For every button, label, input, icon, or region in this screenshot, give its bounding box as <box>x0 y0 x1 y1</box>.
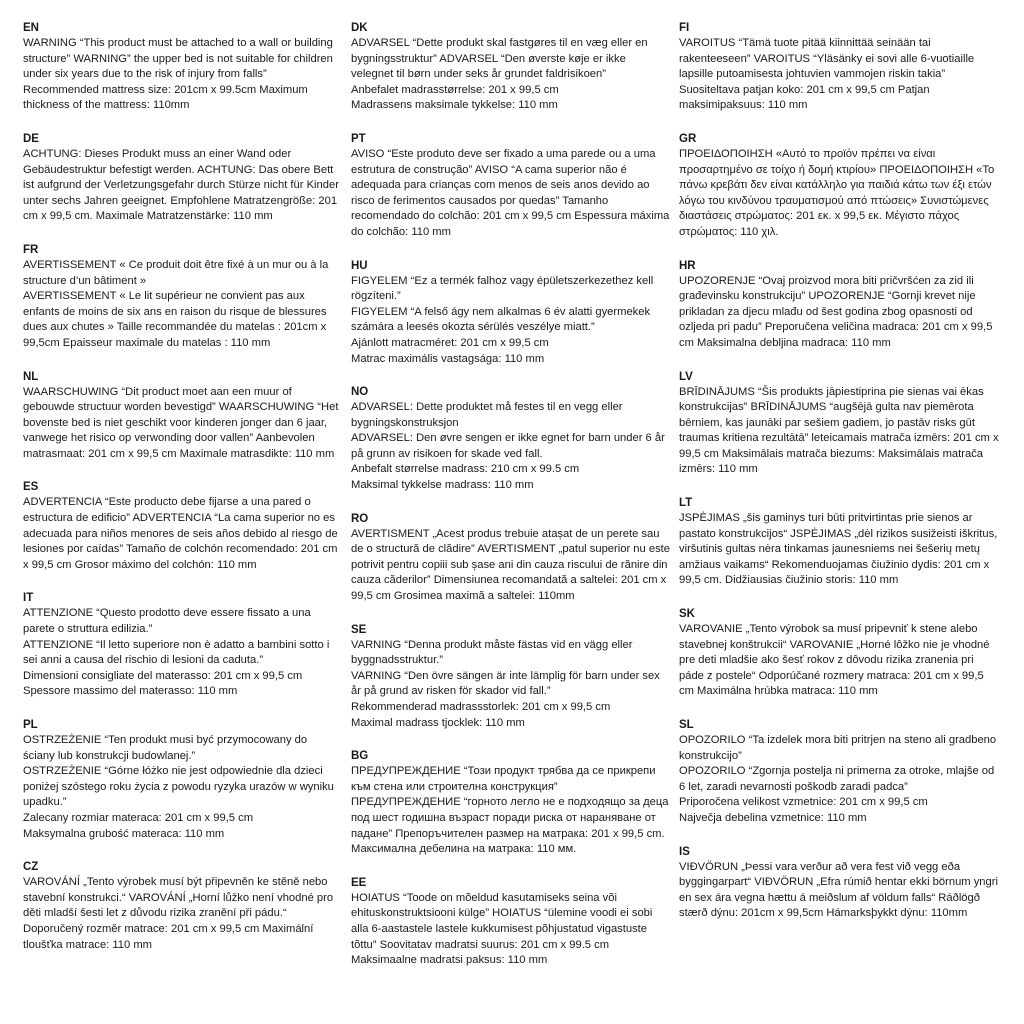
warning-text <box>351 36 671 114</box>
warning-line: ATTENZIONE “Questo prodotto deve essere fissato a una parete o struttura edilizia.” <box>23 607 311 636</box>
column-1 <box>23 20 341 970</box>
warning-line: ADVARSEL “Dette produkt skal fastgøres til en væg eller en bygningsstruktur” ADVARSEL “Den øverste køje er ikke velegnet til børn under seks år grundet faldrisikoen” <box>351 37 648 81</box>
language-code: IS <box>679 845 690 858</box>
language-code: DE <box>23 132 39 145</box>
warning-line: AVERTISSEMENT « Ce produit doit être fixé à un mur ou à la structure d’un bâtiment » <box>23 258 329 287</box>
warning-line: Maximal madrass tjocklek: 110 mm <box>351 716 525 729</box>
warning-line: Rekommenderad madrassstorlek: 201 cm x 99,5 cm <box>351 701 611 713</box>
language-section <box>23 369 341 463</box>
warning-text <box>679 860 999 922</box>
warning-line: OPOZORILO “Ta izdelek mora biti pritrjen na steno ali gradbeno konstrukcijo” <box>679 734 997 762</box>
warning-text <box>679 385 999 479</box>
column-2 <box>351 20 671 986</box>
warning-line: Največja debelina vzmetnice: 110 mm <box>679 811 867 824</box>
language-section <box>679 258 999 352</box>
language-code: LV <box>679 370 693 383</box>
language-section <box>679 844 999 922</box>
language-code: SL <box>679 719 694 731</box>
warning-line: ADVERTENCIA “Este producto debe fijarse a una pared o estructura de edificio” ADVERTENCIA “La cama superior no es adecuada para niños menores de seis años debido al riesgo de lesiones por caídas” Tamaño de colchón recomendado: 201 cm x 99,5 cm Grosor máximo del colchón: 110 mm <box>23 496 338 571</box>
warning-line: Ajánlott matracméret: 201 cm x 99,5 cm <box>351 336 549 349</box>
warning-text <box>23 733 341 842</box>
language-code: SK <box>679 608 695 621</box>
warning-line: BRĪDINĀJUMS “Šis produkts jāpiestiprina pie sienas vai ēkas konstrukcijas” BRĪDINĀJUMS “augšējā gulta nav piemērota bērniem, kas jaunāki par sešiem gadiem, jo pastāv risks gūt traumas kritiena rezultātā” leteicamais matrača izmērs: 201 cm x 99,5 cm Maksimālais matrača biezums: Maksimālais matrača izmērs: 110 mm <box>679 385 999 476</box>
language-code: HR <box>679 259 696 272</box>
warning-text <box>351 147 671 241</box>
language-code: PL <box>23 719 38 731</box>
warning-line: Dimensioni consigliate del materasso: 201 cm x 99,5 cm <box>23 669 303 682</box>
language-code: FI <box>679 22 690 34</box>
warning-line: WARNING “This product must be attached to a wall or building structure” WARNING” the upper bed is not suitable for children under six years due to the risk of injury from falls” Recommended mattress size: 201cm x 99.5cm Maximum thickness of the mattress: 110mm <box>23 37 333 112</box>
warning-text <box>679 622 999 700</box>
language-code: CZ <box>23 861 39 874</box>
warning-line: ΠΡΟΕΙΔΟΠΟΙΗΣΗ «Αυτό το προϊόν πρέπει να είναι προσαρτημένο σε τοίχο ή δομή κτιρίου» ΠΡΟΕΙΔΟΠΟΙΗΣΗ «Το πάνω κρεβάτι δεν είναι κατάλληλο για παιδιά κάτω των έξι ετών λόγω του κινδύνου τραυματισμού από πτώσεις» Συνιστώμενες διαστάσεις στρώματος: 201 εκ. x 99,5 εκ. Μέγιστο πάχος στρώματος: 110 χιλ. <box>679 147 995 238</box>
warning-line: OPOZORILO “Zgornja postelja ni primerna za otroke, mlajše od 6 let, zaradi nevarnosti poškodb zaradi padca” <box>679 765 995 793</box>
language-code: BG <box>351 750 369 763</box>
language-section <box>23 242 341 352</box>
warning-line: VAROVÁNÍ „Tento výrobek musí být připevněn ke stěně nebo stavební konstrukci.“ VAROVÁNÍ „Horní lůžko není vhodné pro děti mladší šesti let z důvodu rizika zranění při pádu.“ Doporučený rozměr matrace: 201 cm x 99,5 cm Maximální tloušťka matrace: 110 mm <box>23 876 334 951</box>
language-code: RO <box>351 512 369 525</box>
language-code: DK <box>351 22 368 34</box>
warning-line: ATTENZIONE “Il letto superiore non è adatto a bambini sotto i sei anni a causa del rischio di lesioni da caduta.” <box>23 638 330 667</box>
warning-line: Maksimal tykkelse madrass: 110 mm <box>351 479 534 492</box>
warning-line: Anbefalet madrasstørrelse: 201 x 99,5 cm <box>351 83 559 96</box>
language-code: NO <box>351 386 369 399</box>
warning-text <box>351 527 671 605</box>
column-3 <box>679 20 999 939</box>
language-section <box>351 131 671 241</box>
warning-text <box>351 400 671 494</box>
language-code: SE <box>351 623 367 636</box>
warning-text <box>679 147 999 241</box>
warning-text <box>23 875 341 953</box>
language-section <box>351 20 671 114</box>
language-section <box>351 258 671 368</box>
warning-line: AVERTISMENT „Acest produs trebuie atașat de un perete sau de o structură de clădire” AVERTISMENT „patul superior nu este potrivit pentru copiii sub șase ani din cauza riscului de rănire din cauza căderilor” Dimensiunea recomandată a saltelei: 201 cm x 99,5 cm Grosimea maximă a saltelei: 110mm <box>351 527 670 603</box>
warning-text <box>679 36 999 114</box>
warning-line: Matrac maximális vastagsága: 110 mm <box>351 352 545 365</box>
warning-text <box>351 638 671 732</box>
language-section <box>351 875 671 969</box>
language-section <box>679 606 999 700</box>
warning-text <box>679 511 999 589</box>
language-section <box>679 369 999 479</box>
language-code: ES <box>23 481 39 494</box>
warning-line: VAROVANIE „Tento výrobok sa musí pripevniť k stene alebo stavebnej konštrukcii“ VAROVANIE „Horné lôžko nie je vhodné pre deti mladšie ako šesť rokov z dôvodu rizika zranenia pri páde z postele“ Odporúčané rozmery matraca: 201 cm x 99,5 cm Maximálna hrúbka matraca: 110 mm <box>679 623 990 698</box>
warning-line: AVERTISSEMENT « Le lit supérieur ne convient pas aux enfants de moins de six ans en raison du risque de blessures dues aux chutes » Taille recommandée du matelas : 201cm x 99,5cm Epaisseur maximale du matelas : 110 mm <box>23 290 327 349</box>
warning-line: OSTRZEŻENIE “Górne łóżko nie jest odpowiednie dla dzieci poniżej szóstego roku życia z powodu ryzyka urazów w wyniku upadku.” <box>23 765 334 809</box>
language-code: LT <box>679 497 693 510</box>
warning-line: ПРЕДУПРЕЖДЕНИЕ “горното легло не е подходящо за деца под шест годишна възраст поради риска от нараняване от падане” Препоръчителен размер на матрака: 201 x 99,5 cm. Максимална дебелина на матрака: 110 мм. <box>351 796 669 856</box>
warning-text <box>23 606 341 700</box>
language-section <box>351 384 671 494</box>
warning-line: Anbefalt størrelse madrass: 210 cm x 99.5 cm <box>351 463 580 476</box>
warning-line: OSTRZEŻENIE “Ten produkt musi być przymocowany do ściany lub konstrukcji budowlanej.” <box>23 734 308 762</box>
warning-text <box>23 495 341 573</box>
warning-text <box>23 147 341 225</box>
language-section <box>23 20 341 114</box>
warning-line: VARNING “Denna produkt måste fästas vid en vägg eller byggnadsstruktur.” <box>351 638 633 667</box>
warning-line: Maksymalna grubość materaca: 110 mm <box>23 827 225 840</box>
warning-text <box>679 733 999 827</box>
language-section <box>679 717 999 827</box>
warning-line: Zalecany rozmiar materaca: 201 cm x 99,5 cm <box>23 811 254 824</box>
warning-line: Madrassens maksimale tykkelse: 110 mm <box>351 99 558 112</box>
language-section <box>23 131 341 225</box>
warning-line: UPOZORENJE “Ovaj proizvod mora biti pričvršćen za zid ili građevinsku konstrukciju” UPOZORENJE “Gornji krevet nije prikladan za djecu mlađu od šest godina zbog opasnosti od ozljeda pri padu” Preporučena veličina madraca: 201 cm x 99,5 cm Maksimalna debljina madraca: 110 mm <box>679 274 993 349</box>
warning-line: ADVARSEL: Dette produktet må festes til en vegg eller bygningskonstruksjon <box>351 401 623 429</box>
warning-text <box>679 274 999 352</box>
warning-line: ADVARSEL: Den øvre sengen er ikke egnet for barn under 6 år på grunn av risikoen for skade ved fall. <box>351 432 665 460</box>
warning-text <box>23 258 341 352</box>
warning-line: VARNING “Den övre sängen är inte lämplig för barn under sex år på grund av risken för skador vid fall.” <box>351 669 660 698</box>
warning-line: VIÐVÖRUN „Þessi vara verður að vera fest við vegg eða byggingarpart“ VIÐVÖRUN „Efra rúmið hentar ekki börnum yngri en sex ára vegna hættu á meiðslum af völdum falls“ Ráðlögð stærð dýnu: 201cm x 99,5cm Hámarksþykkt dýnu: 110mm <box>679 860 998 920</box>
warning-line: AVISO “Este produto deve ser fixado a uma parede ou a uma estrutura de construção” AVISO “A cama superior não é adequada para crianças com menos de seis anos devido ao risco de ferimentos causados por quedas” Tamanho recomendado do colchão: 201 cm x 99,5 cm Espessura máxima do colchão: 110 mm <box>351 147 670 238</box>
warning-line: VAROITUS “Tämä tuote pitää kiinnittää seinään tai rakenteeseen” VAROITUS “Yläsänky ei sovi alle 6-vuotiaille lapsille putoamisesta johtuvien vammojen riskin takia” Suositeltava patjan koko: 201 cm x 99,5 cm Patjan maksimipaksuus: 110 mm <box>679 37 975 112</box>
language-section <box>351 511 671 605</box>
language-code: IT <box>23 592 34 605</box>
language-code: HU <box>351 259 368 272</box>
warning-line: HOIATUS “Toode on mõeldud kasutamiseks seina või ehituskonstruktsiooni külge” HOIATUS “ülemine voodi ei sobi alla 6-aastastele lastele kukkumisest põhjustatud vigastuste tõttu” Soovitatav madratsi suurus: 201 cm x 99.5 cm Maksimaalne madratsi paksus: 110 mm <box>351 891 653 967</box>
warning-text <box>23 385 341 463</box>
language-section <box>351 622 671 732</box>
language-section <box>351 748 671 858</box>
warning-line: ACHTUNG: Dieses Produkt muss an einer Wand oder Gebäudestruktur befestigt werden. ACHTUNG: Das obere Bett ist aufgrund der Verletzungsgefahr durch Stürze nicht für Kinder unter sechs Jahren geeignet. Empfohlene Matratzengröße: 201 cm x 99,5 cm. Maximale Matratzenstärke: 110 mm <box>23 147 339 223</box>
language-section <box>23 717 341 842</box>
warning-text <box>351 274 671 368</box>
warning-line: JSPĖJIMAS „šis gaminys turi būti pritvirtintas prie sienos ar pastato konstrukcijos“ JSPĖJIMAS „dėl rizikos susižeisti iškritus, viršutinis gultas nėra tinkamas jaunesniems nei šešerių metų amžiaus vaikams“ Rekomenduojamas čiužinio dydis: 201 cm x 99,5 cm. Didžiausias čiužinio storis: 110 mm <box>679 512 998 587</box>
language-section <box>679 131 999 241</box>
language-section <box>679 495 999 589</box>
language-code: NL <box>23 370 39 383</box>
warning-text <box>23 36 341 114</box>
warning-line: Spessore massimo del materasso: 110 mm <box>23 685 238 698</box>
language-section <box>23 859 341 953</box>
warning-line: FIGYELEM “A felső ágy nem alkalmas 6 év alatti gyermekek számára a leesés okozta sérülés veszélye miatt.” <box>351 305 651 334</box>
language-code: PT <box>351 132 366 145</box>
language-section <box>23 590 341 700</box>
warning-line: FIGYELEM “Ez a termék falhoz vagy épületszerkezethez kell rögzíteni.” <box>351 274 654 303</box>
warning-line: WAARSCHUWING “Dit product moet aan een muur of gebouwde structuur worden bevestigd” WAARSCHUWING “Het bovenste bed is niet geschikt voor kinderen jonger dan 6 jaar, vanwege het risico op verwonding door vallen” Aanbevolen matrasmaat: 201 cm x 99,5 cm Maximale matrasdikte: 110 mm <box>23 385 339 460</box>
warning-text <box>351 891 671 969</box>
language-code: EN <box>23 22 39 34</box>
language-section <box>23 479 341 573</box>
warning-line: Priporočena velikost vzmetnice: 201 cm x 99,5 cm <box>679 796 928 809</box>
warning-text <box>351 764 671 858</box>
language-section <box>679 20 999 114</box>
language-code: GR <box>679 132 697 145</box>
language-code: FR <box>23 243 39 256</box>
warning-line: ПРЕДУПРЕЖДЕНИЕ “Този продукт трябва да се прикрепи към стена или строителна конструкция” <box>351 765 656 793</box>
language-code: EE <box>351 876 367 889</box>
